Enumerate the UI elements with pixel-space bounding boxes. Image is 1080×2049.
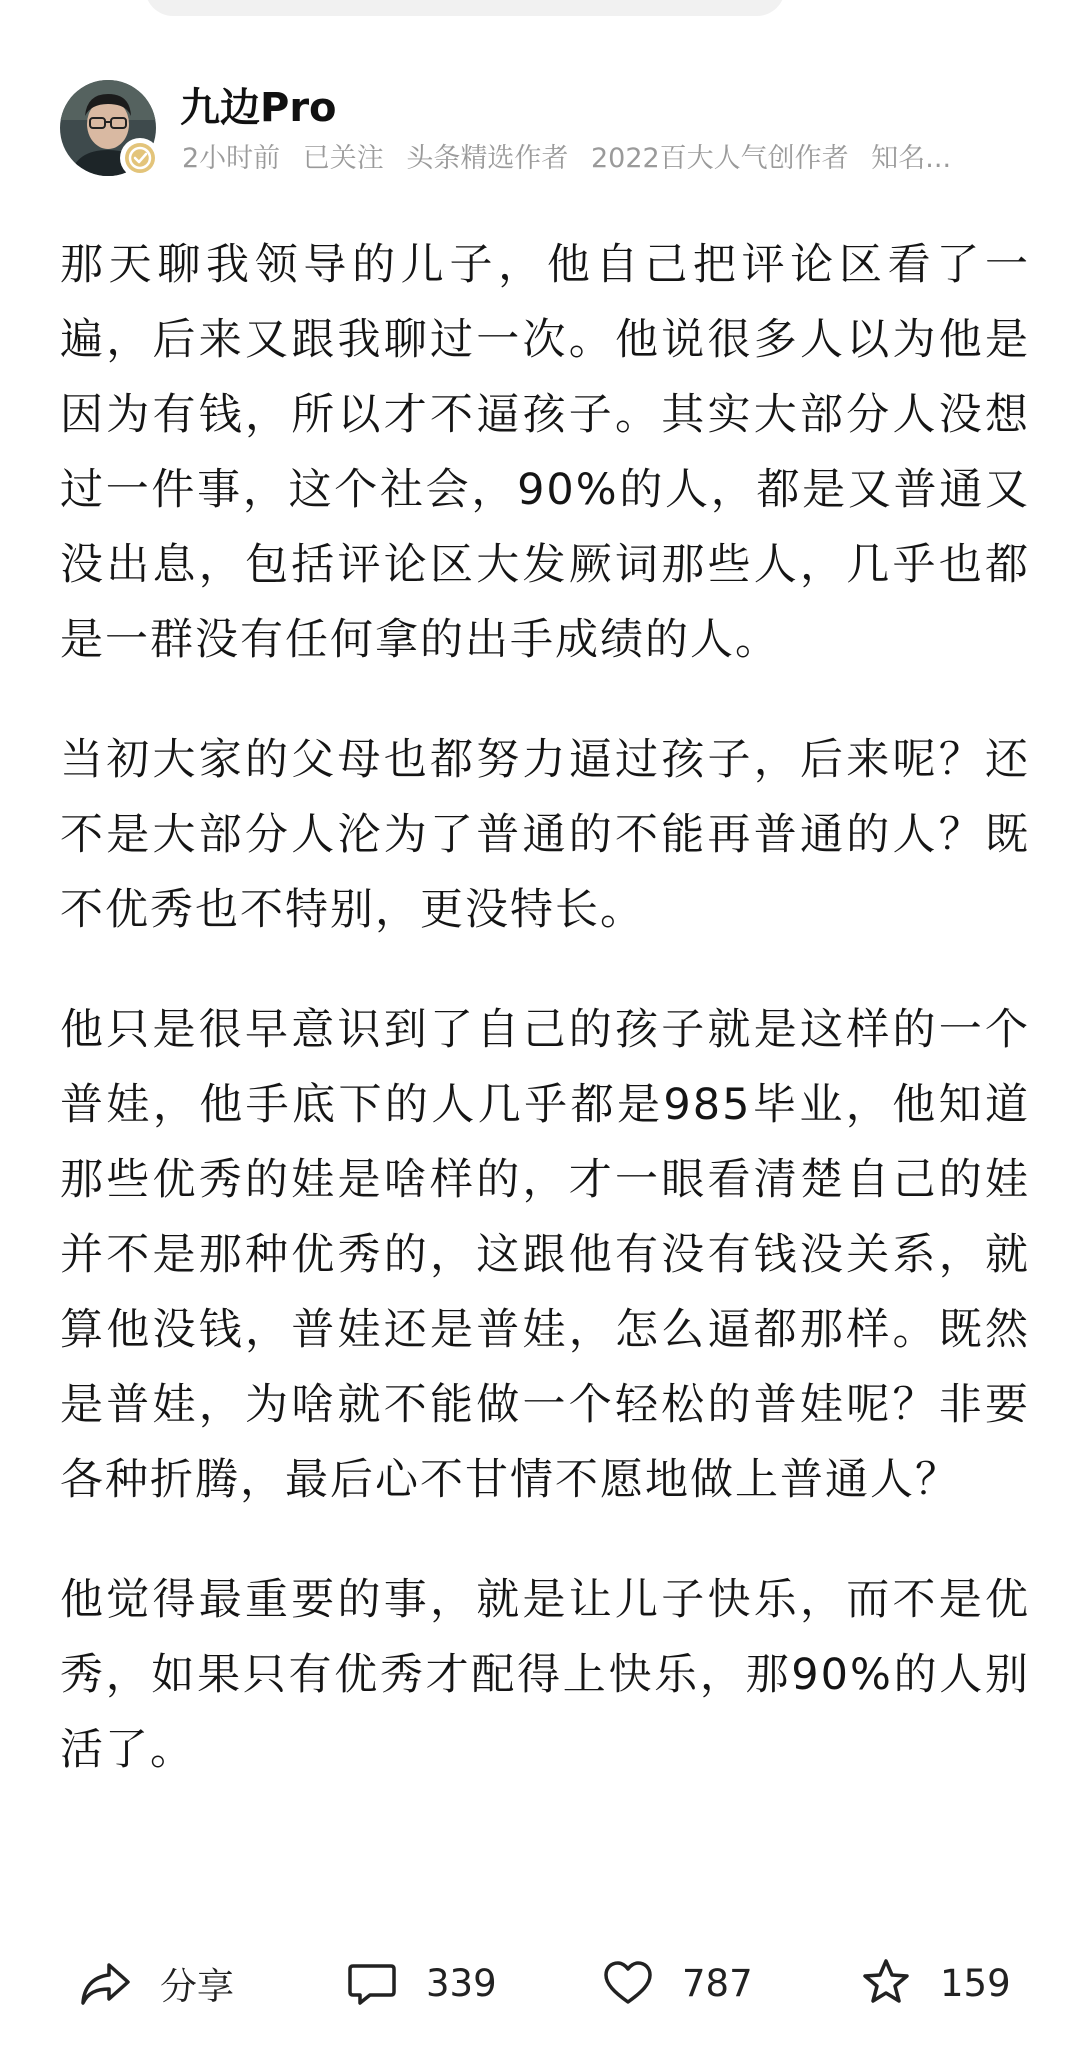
like-count: 787 — [682, 1961, 753, 2005]
favorite-button[interactable] — [858, 1938, 1011, 2028]
follow-status[interactable]: 已关注 — [302, 143, 384, 174]
share-label: 分享 — [160, 1965, 234, 2008]
article-body — [60, 228, 1030, 1833]
action-bar — [0, 1938, 1080, 2028]
author-header — [60, 80, 1040, 180]
favorite-count: 159 — [940, 1961, 1011, 2005]
post-time: 2小时前 — [182, 143, 281, 174]
comment-count: 339 — [426, 1961, 497, 2005]
like-button[interactable] — [600, 1938, 753, 2028]
share-icon — [78, 1955, 134, 2011]
author-tag: 2022百大人气创作者 — [590, 143, 849, 174]
comment-button[interactable] — [344, 1938, 497, 2028]
article-paragraph: 当初大家的父母也都努力逼过孩子，后来呢？还不是大部分人沦为了普通的不能再普通的人？既不优秀也不特别，更没特长。 — [60, 735, 1030, 935]
author-tag: 头条精选作者 — [406, 143, 569, 174]
article-paragraph: 那天聊我领导的儿子，他自己把评论区看了一遍，后来又跟我聊过一次。他说很多人以为他是因为有钱，所以才不逼孩子。其实大部分人没想过一件事，这个社会，90%的人，都是又普通又没出息，包括评论区大发厥词那些人，几乎也都是一群没有任何拿的出手成绩的人。 — [60, 240, 1030, 665]
author-tag: 知名... — [871, 143, 952, 174]
share-button[interactable] — [78, 1938, 234, 2028]
article-paragraph: 他只是很早意识到了自己的孩子就是这样的一个普娃，他手底下的人几乎都是985毕业，他知道那些优秀的娃是啥样的，才一眼看清楚自己的娃并不是那种优秀的，这跟他有没有钱没关系，就算他没钱，普娃还是普娃，怎么逼都那样。既然是普娃，为啥就不能做一个轻松的普娃呢？非要各种折腾，最后心不甘情不愿地做上普通人？ — [60, 1005, 1030, 1505]
article-paragraph: 他觉得最重要的事，就是让儿子快乐，而不是优秀，如果只有优秀才配得上快乐，那90%的人别活了。 — [60, 1575, 1030, 1775]
heart-icon — [600, 1955, 656, 2011]
author-name[interactable]: 九边Pro — [180, 85, 337, 131]
comment-icon — [344, 1955, 400, 2011]
star-icon — [858, 1955, 914, 2011]
author-meta — [182, 140, 965, 178]
verified-badge-icon — [120, 138, 160, 178]
search-bar[interactable] — [145, 0, 785, 16]
